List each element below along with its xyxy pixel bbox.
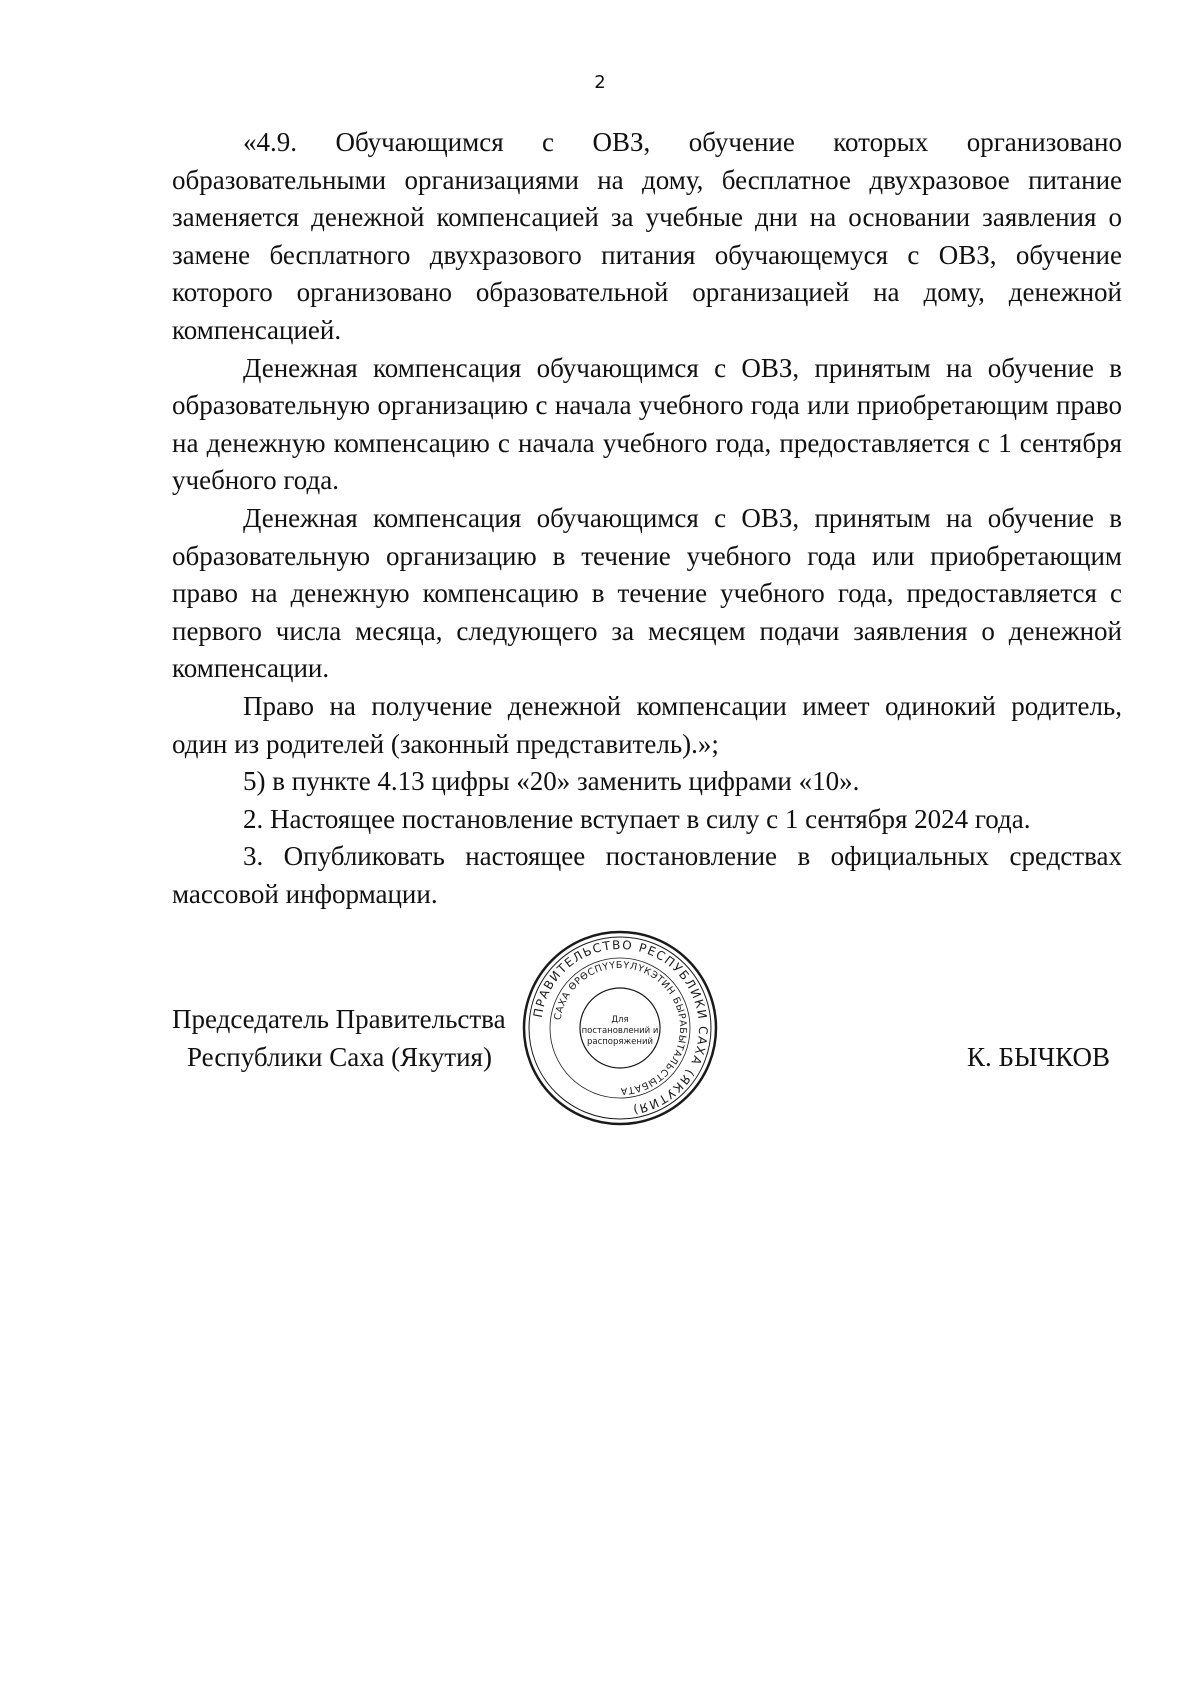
paragraph-item-5: 5) в пункте 4.13 цифры «20» заменить цифрами «10».	[243, 766, 860, 797]
document-body	[172, 124, 1122, 913]
seal-center-line2: постановлений и	[581, 1026, 659, 1036]
paragraph-item-2: 2. Настоящее постановление вступает в силу с 1 сентября 2024 года.	[243, 803, 1031, 834]
seal-inner-text: САХА ӨРӨСПҮҮБҮЛҮКЭТИН БЫРАБЫТАЛЬСТЫБАТА	[552, 959, 689, 1097]
signature-title-line2: Республики Саха (Якутия)	[187, 1042, 492, 1072]
official-seal	[520, 928, 720, 1128]
paragraph-compensation-during-year: Денежная компенсация обучающимся с ОВЗ, принятым на обучение в образовательную организацию в течение учебного года или приобретающим право на денежную компенсацию в течение учебного года, предоставляется с первого числа месяца, следующего за месяцем подачи заявления о денежной компенсации.	[172, 502, 1122, 684]
paragraph-right-to-compensation: Право на получение денежной компенсации имеет одинокий родитель, один из родителей (законный представитель).»;	[172, 690, 1122, 759]
page-number: 2	[594, 72, 606, 93]
seal-center-line1: Для	[611, 1015, 629, 1025]
signature-title	[172, 1000, 506, 1076]
signature-title-line1: Председатель Правительства	[172, 1004, 506, 1034]
signer-name: К. БЫЧКОВ	[967, 1042, 1110, 1072]
paragraph-4-9: «4.9. Обучающимся с ОВЗ, обучение которых организовано образовательными организациями на дому, бесплатное двухразовое питание заменяется денежной компенсацией за учебные дни на основании заявления о замене бесплатного двухразового питания обучающемуся с ОВЗ, обучение которого организовано образовательной организацией на дому, денежной компенсацией.	[172, 127, 1122, 345]
seal-center-line3: распоряжений	[586, 1037, 654, 1047]
seal-outer-text: ПРАВИТЕЛЬСТВО РЕСПУБЛИКИ САХА (ЯКУТИЯ)	[530, 937, 711, 1118]
paragraph-compensation-start-year: Денежная компенсация обучающимся с ОВЗ, принятым на обучение в образовательную организацию с начала учебного года или приобретающим право на денежную компенсацию с начала учебного года, предоставляется с 1 сентября учебного года.	[172, 352, 1122, 496]
paragraph-item-3: 3. Опубликовать настоящее постановление в официальных средствах массовой информации.	[172, 841, 1122, 909]
